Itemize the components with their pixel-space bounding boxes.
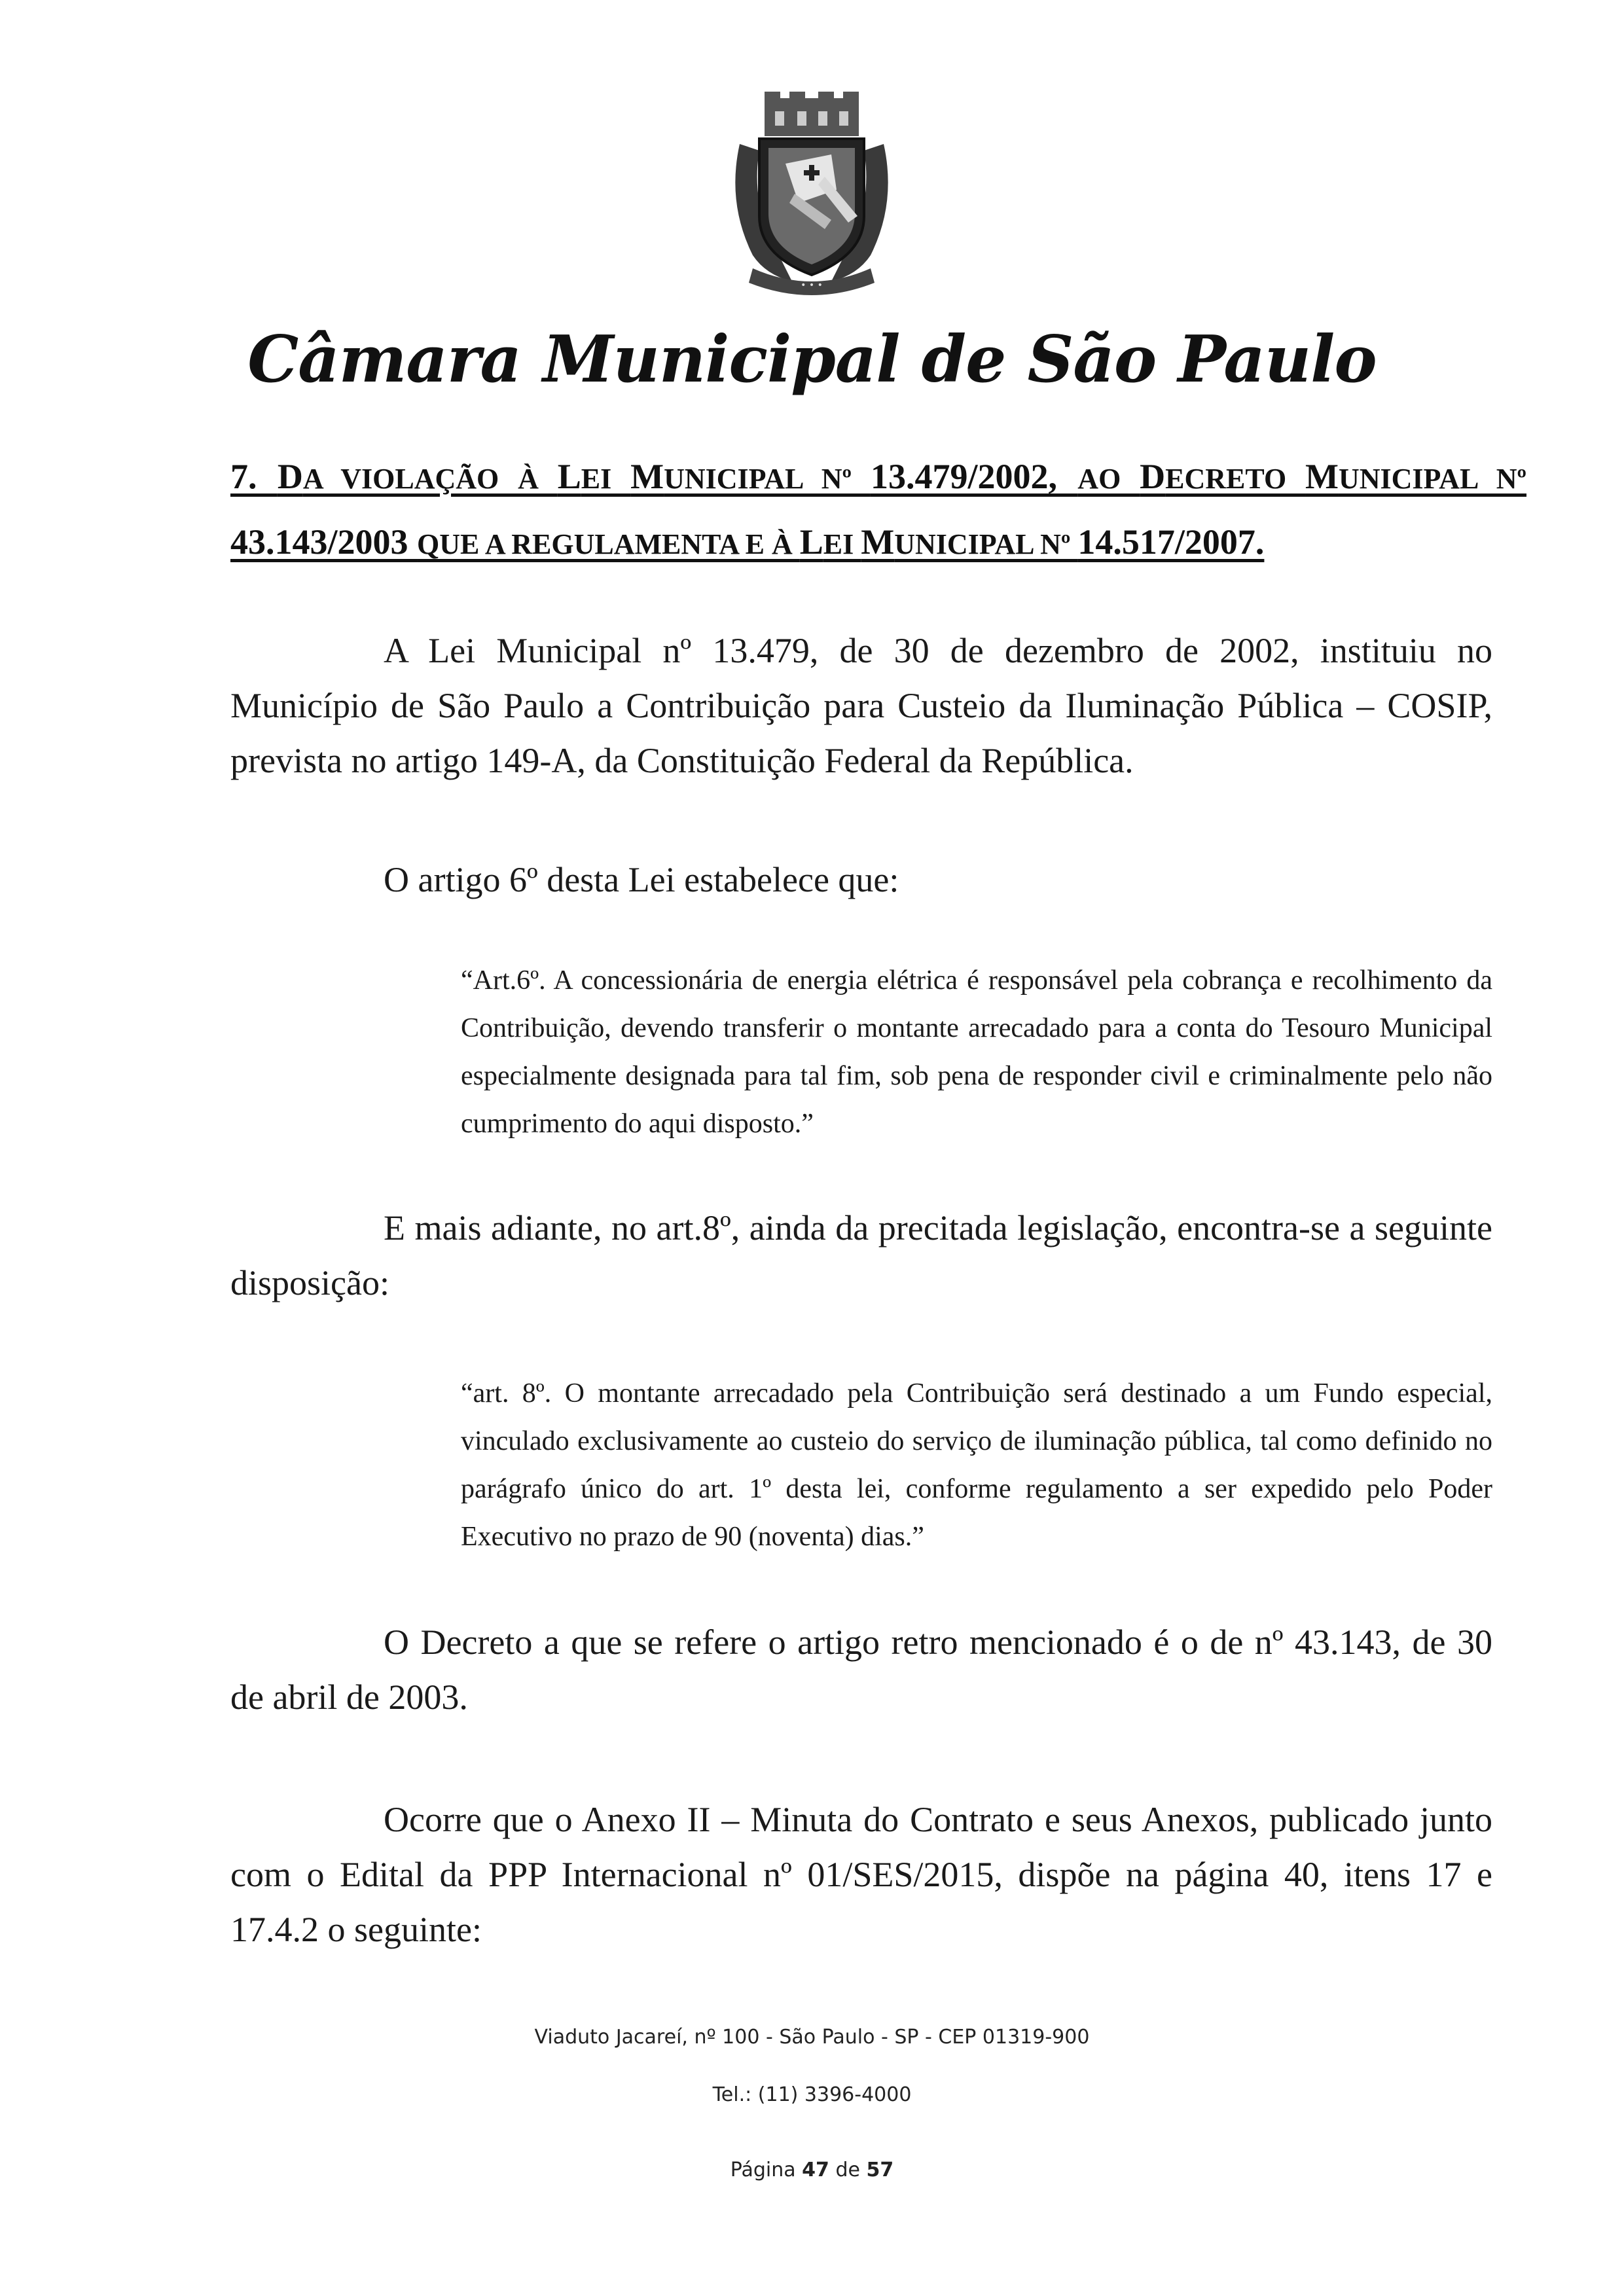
section-heading-part: 43.143/2003	[230, 522, 418, 562]
section-number: 7.	[230, 457, 257, 496]
section-heading-part: D	[277, 457, 303, 496]
section-heading-part: ECRETO	[1165, 463, 1306, 495]
paragraph-cosip-law: A Lei Municipal nº 13.479, de 30 de dezembro de 2002, instituiu no Município de São Paulo a Contribuição para Custeio da Iluminação Pública – COSIP, prevista no artigo 149-A, da Constituição Federal da República.	[230, 631, 1492, 780]
svg-text:• • •: • • •	[801, 280, 823, 291]
paragraph-decree: O Decreto a que se refere o artigo retro mencionado é o de nº 43.143, de 30 de abril de 2003.	[230, 1623, 1492, 1717]
footer-phone: Tel.: (11) 3396-4000	[712, 2083, 912, 2106]
section-heading-part: QUE A REGULAMENTA E À	[417, 528, 800, 560]
section-heading-part: A VIOLAÇÃO À	[302, 463, 558, 495]
section-heading-part: M	[630, 457, 664, 496]
section-heading-part: AO	[1077, 463, 1140, 495]
section-heading-part: M	[1305, 457, 1339, 496]
section-heading-part: L	[557, 457, 581, 496]
page-label: Página	[730, 2159, 796, 2181]
page-total: 57	[866, 2159, 894, 2181]
paragraph-article-8-intro: E mais adiante, no art.8º, ainda da precitada legislação, encontra-se a seguinte disposição:	[230, 1208, 1492, 1302]
paragraph-annex-ii: Ocorre que o Anexo II – Minuta do Contrato e seus Anexos, publicado junto com o Edital da PPP Internacional nº 01/SES/2015, dispõe na página 40, itens 17 e 17.4.2 o seguinte:	[230, 1800, 1492, 1949]
section-heading-part: UNICIPAL Nº	[1338, 463, 1527, 495]
institution-name: Câmara Municipal de São Paulo	[247, 322, 1377, 397]
section-heading-part: EI	[581, 463, 631, 495]
section-heading-part: M	[861, 522, 895, 562]
section-heading-part: 14.517/2007.	[1077, 522, 1265, 562]
quote-article-6: “Art.6º. A concessionária de energia elétrica é responsável pela cobrança e recolhimento da Contribuição, devendo transferir o montante arrecadado para a conta do Tesouro Municipal especialmente designada para tal fim, sob pena de responder civil e criminalmente pelo não cumprimento do aqui disposto.”	[461, 965, 1492, 1139]
coat-of-arms-icon	[727, 92, 897, 301]
section-heading-part: D	[1140, 457, 1166, 496]
quote-article-8: “art. 8º. O montante arrecadado pela Contribuição será destinado a um Fundo especial, vinculado exclusivamente ao custeio do serviço de iluminação pública, tal como definido no parágrafo único do art. 1º desta lei, conforme regulamento a ser expedido pelo Poder Executivo no prazo de 90 (noventa) dias.”	[461, 1378, 1492, 1552]
section-heading-part: EI	[823, 528, 861, 560]
paragraph-article-6-intro: O artigo 6º desta Lei estabelece que:	[384, 860, 899, 899]
section-heading-part: UNICIPAL Nº	[664, 463, 871, 495]
page-separator: de	[835, 2159, 860, 2181]
footer-address: Viaduto Jacareí, nº 100 - São Paulo - SP - CEP 01319-900	[534, 2026, 1090, 2049]
page-current: 47	[802, 2159, 829, 2181]
page-number	[0, 2159, 1624, 2181]
section-heading-part: L	[799, 522, 823, 562]
section-heading-part: 13.479/2002,	[870, 457, 1078, 496]
section-heading-part: UNICIPAL Nº	[894, 528, 1078, 560]
section-heading	[230, 445, 1526, 576]
section-heading-text	[230, 457, 1526, 562]
